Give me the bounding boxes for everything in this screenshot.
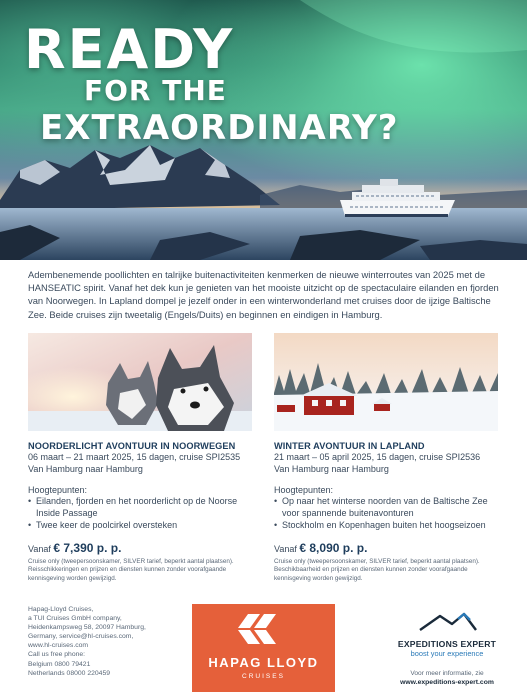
hapag-lloyd-name: HAPAG LLOYD xyxy=(208,655,319,670)
cruise-dates: 21 maart – 05 april 2025, 15 dagen, cruise SPI2536 xyxy=(274,452,481,462)
website-link[interactable]: www.expeditions-expert.com xyxy=(400,678,494,686)
more-info-label: Voor meer informatie, zie xyxy=(410,670,484,677)
price-line xyxy=(28,541,252,555)
hero-title-line-1: READY xyxy=(24,18,235,81)
cruise-title: NOORDERLICHT AVONTUUR IN NOORWEGEN xyxy=(28,441,236,451)
company-address xyxy=(28,605,178,678)
address-line: Belgium 0800 79421 xyxy=(28,660,91,668)
list-item: • Op naar het winterse noorden van de Baltische Zee voor spannende buitenavonturen xyxy=(274,495,498,519)
fine-print: Cruise only (tweepersoonskamer, SILVER tarief, beperkt aantal plaatsen). Beschikbaarheid en prijzen en diensten kunnen zonder voorafgaande kennisgeving worden gewijzigd. xyxy=(274,558,480,582)
address-line[interactable]: Germany, service@hl-cruises.com, xyxy=(28,633,134,641)
hapag-lloyd-emblem-icon xyxy=(192,604,335,654)
hero-banner xyxy=(0,0,527,260)
husky-photo xyxy=(28,333,252,431)
address-line: Heidenkampsweg 58, 20097 Hamburg, xyxy=(28,624,146,632)
expeditions-expert-tagline: boost your experience xyxy=(410,649,484,658)
address-line: Call us free phone: xyxy=(28,651,86,659)
highlights-label: Hoogtepunten: xyxy=(28,485,88,495)
intro-paragraph: Adembenemende poollichten en talrijke buitenactiviteiten kenmerken de nieuwe winterroutes van 2025 met de HANSEATIC spirit. Vanaf het dek kun je genieten van het mooiste uitzicht op de spectaculaire eilanden en fjorden van Noorwegen. In Lapland dompel je jezelf onder in een winterwonderland met cruises door de ijzige Baltische Zee. Beide cruises zijn tweetalig (Engels/Duits) en beginnen en eindigen in Hamburg. xyxy=(28,269,499,320)
lapland-cabin-photo xyxy=(274,333,498,431)
address-line: Netherlands 08000 220459 xyxy=(28,669,111,677)
address-line[interactable]: www.hl-cruises.com xyxy=(28,642,89,650)
price-prefix: Vanaf xyxy=(274,544,297,554)
cruise-card-lapland xyxy=(274,333,498,583)
hapag-lloyd-sub: CRUISES xyxy=(242,673,285,680)
cruise-title: WINTER AVONTUUR IN LAPLAND xyxy=(274,441,425,451)
list-item: • Eilanden, fjorden en het noorderlicht op de Noorse Inside Passage xyxy=(28,495,252,519)
highlights-label: Hoogtepunten: xyxy=(274,485,334,495)
highlights-list xyxy=(28,495,252,531)
cruise-route: Van Hamburg naar Hamburg xyxy=(274,464,389,474)
hero-title-line-3: EXTRAORDINARY? xyxy=(40,108,399,148)
price-line xyxy=(274,541,498,555)
hero-title-line-2: FOR THE xyxy=(84,74,227,107)
price-value: € 7,390 p. p. xyxy=(53,541,122,555)
expeditions-expert-logo xyxy=(392,610,502,686)
highlights-list xyxy=(274,495,498,531)
cruise-dates: 06 maart – 21 maart 2025, 15 dagen, cruise SPI2535 xyxy=(28,452,241,462)
expeditions-expert-name: EXPEDITIONS EXPERT xyxy=(397,639,497,649)
address-line: Hapag-Lloyd Cruises, xyxy=(28,606,94,613)
list-item: • Stockholm en Kopenhagen buiten het hoogseizoen xyxy=(274,519,498,531)
hapag-lloyd-logo xyxy=(192,604,335,692)
cruise-card-norway xyxy=(28,333,252,583)
list-item: • Twee keer de poolcirkel oversteken xyxy=(28,519,252,531)
address-line: a TUI Cruises GmbH company, xyxy=(28,615,122,623)
fine-print: Cruise only (tweepersoonskamer, SILVER tarief, beperkt aantal plaatsen). Reisschikkeringen en prijzen en diensten kunnen zonder voorafgaande kennisgeving worden gewijzigd. xyxy=(28,558,234,582)
price-value: € 8,090 p. p. xyxy=(299,541,368,555)
price-prefix: Vanaf xyxy=(28,544,51,554)
cruise-route: Van Hamburg naar Hamburg xyxy=(28,464,143,474)
mountain-icon xyxy=(392,610,502,632)
